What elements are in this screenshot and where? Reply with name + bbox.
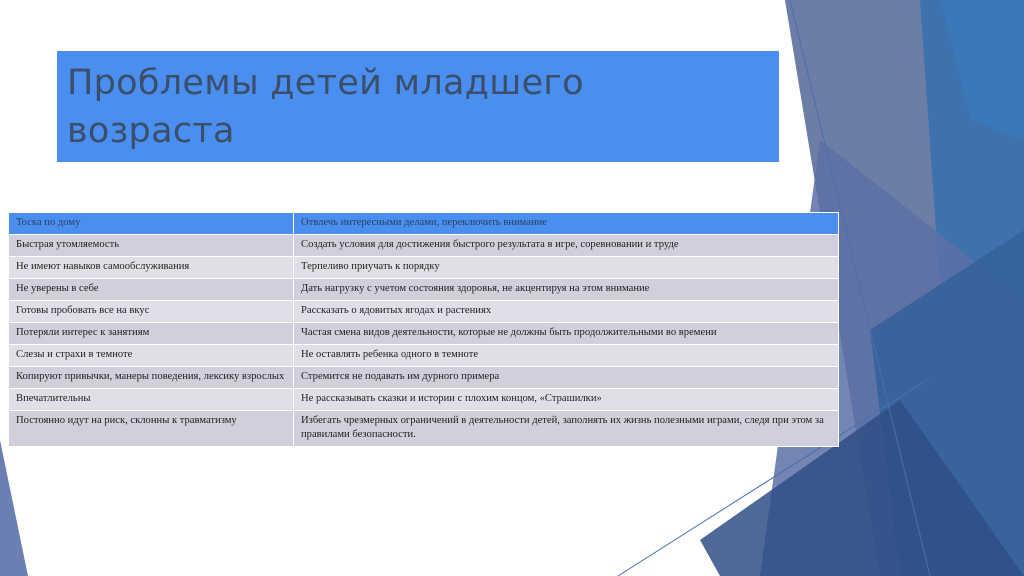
advice-cell: Отвлечь интересными делами, переключить внимание: [294, 213, 839, 235]
table-row: [9, 345, 839, 367]
title-line-2: возраста: [67, 111, 235, 151]
advice-cell: Дать нагрузку с учетом состояния здоровья, не акцентируя на этом внимание: [294, 279, 839, 301]
advice-cell: Терпеливо приучать к порядку: [294, 257, 839, 279]
table-row: [9, 389, 839, 411]
advice-cell: Частая смена видов деятельности, которые не должны быть продолжительными во времени: [294, 323, 839, 345]
advice-cell: Рассказать о ядовитых ягодах и растениях: [294, 301, 839, 323]
problems-table: [8, 212, 839, 447]
problem-cell: Копируют привычки, манеры поведения, лексику взрослых: [9, 367, 294, 389]
advice-cell: Избегать чрезмерных ограничений в деятельности детей, заполнять их жизнь полезными играми, следя при этом за правилами безопасности.: [294, 411, 839, 447]
advice-cell: Не оставлять ребенка одного в темноте: [294, 345, 839, 367]
table-row: [9, 301, 839, 323]
table-row: [9, 213, 839, 235]
problem-cell: Впечатлительны: [9, 389, 294, 411]
table-row: [9, 367, 839, 389]
advice-cell: Создать условия для достижения быстрого результата в игре, соревновании и труде: [294, 235, 839, 257]
table-row: [9, 279, 839, 301]
table-row: [9, 323, 839, 345]
problem-cell: Быстрая утомляемость: [9, 235, 294, 257]
slide-title: [67, 59, 769, 155]
table-row: [9, 257, 839, 279]
problem-cell: Потеряли интерес к занятиям: [9, 323, 294, 345]
advice-cell: Не рассказывать сказки и истории с плохим концом, «Страшилки»: [294, 389, 839, 411]
title-box: [57, 51, 779, 162]
problem-cell: Не имеют навыков самообслуживания: [9, 257, 294, 279]
problem-cell: Не уверены в себе: [9, 279, 294, 301]
problem-cell: Слезы и страхи в темноте: [9, 345, 294, 367]
left-sliver-shape: [0, 440, 28, 576]
problem-cell: Тоска по дому: [9, 213, 294, 235]
table-row: [9, 235, 839, 257]
title-line-1: Проблемы детей младшего: [67, 63, 584, 103]
advice-cell: Стремится не подавать им дурного примера: [294, 367, 839, 389]
table-row: [9, 411, 839, 447]
problem-cell: Готовы пробовать все на вкус: [9, 301, 294, 323]
problem-cell: Постоянно идут на риск, склонны к травматизму: [9, 411, 294, 447]
